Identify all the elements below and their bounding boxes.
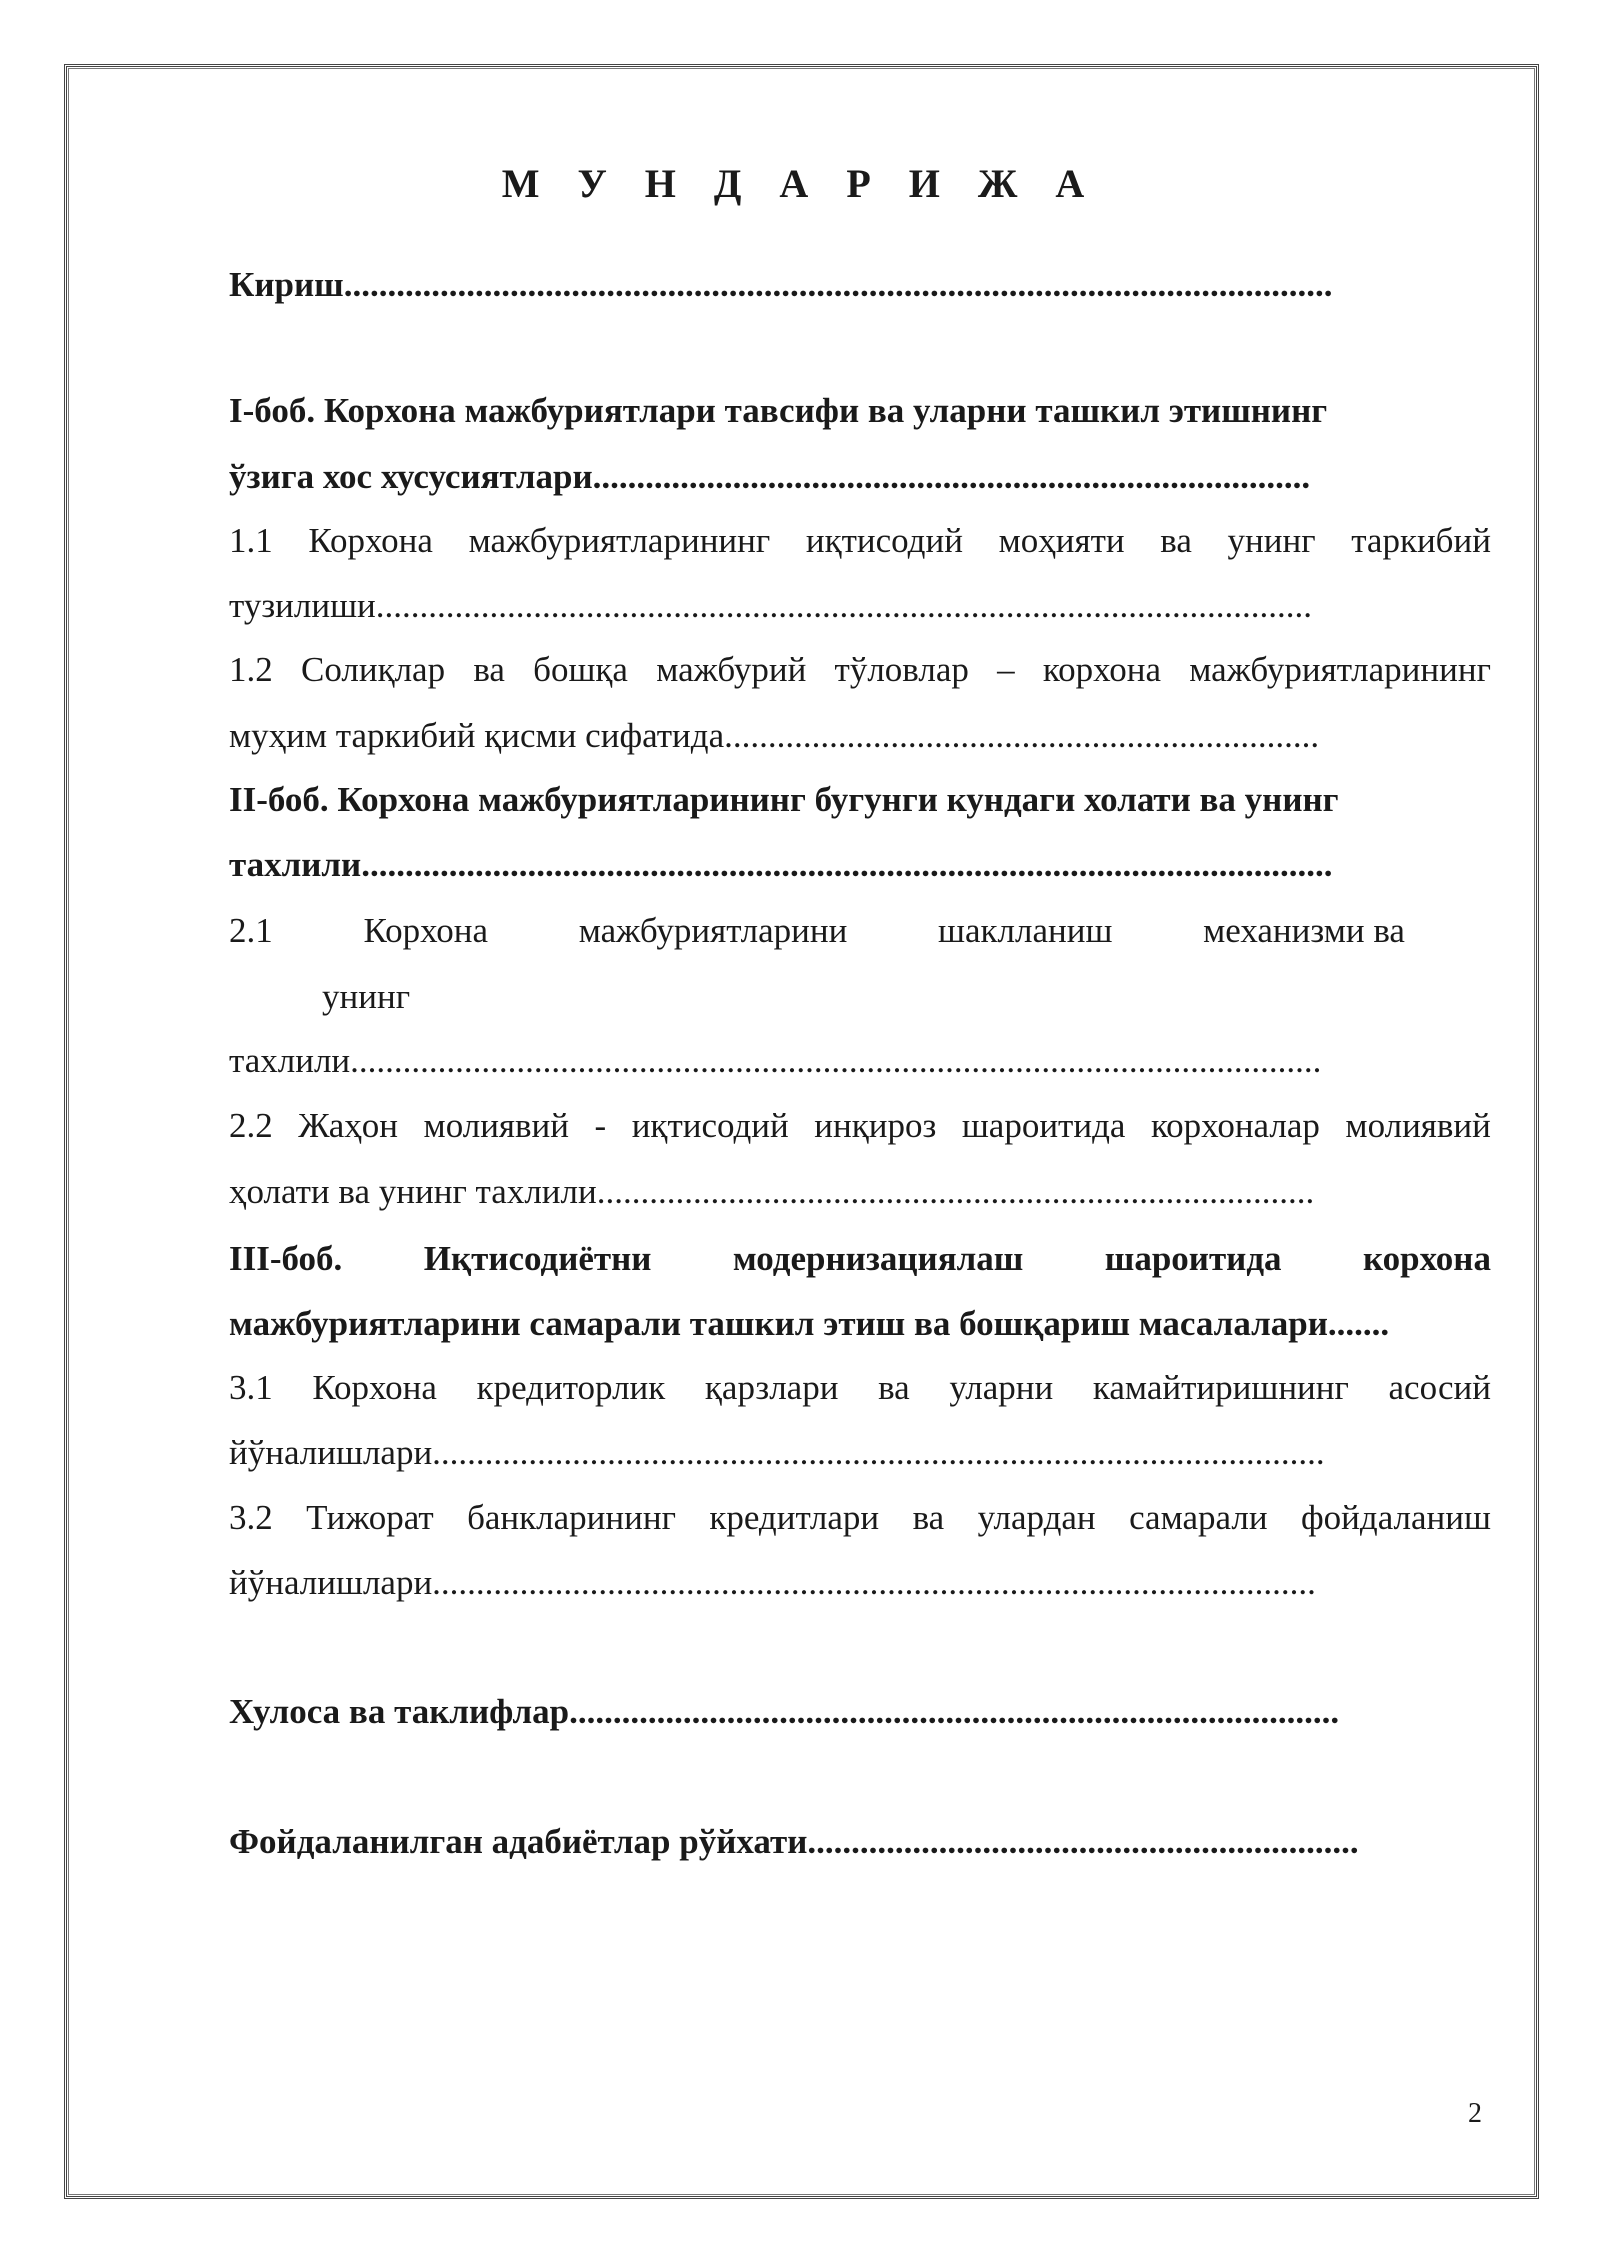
toc-word: ва: [473, 650, 505, 689]
toc-entry-2-2-cont[interactable]: ҳолати ва унинг тахлили..................................................................................: [229, 1172, 1315, 1211]
toc-entry-3-1[interactable]: [229, 1366, 1491, 1410]
toc-word: молиявий: [423, 1106, 570, 1145]
toc-word: Корхона: [312, 1368, 437, 1407]
toc-entry-2-1-cont[interactable]: унинг: [322, 977, 411, 1016]
document-title: М У Н Д А Р И Ж А: [501, 161, 1099, 206]
toc-entry-chapter-2-cont[interactable]: тахлили...............................................................................................................: [229, 845, 1333, 884]
toc-word: самарали: [1129, 1498, 1268, 1537]
toc-word: -: [594, 1106, 607, 1145]
toc-entry-conclusion[interactable]: Хулоса ва таклифлар........................................................................................: [229, 1692, 1340, 1731]
page-number: 2: [1468, 2098, 1482, 2129]
toc-word: 2.1: [229, 911, 273, 950]
toc-entry-chapter-3-cont[interactable]: мажбуриятларини самарали ташкил этиш ва бошқариш масалалари.......: [229, 1304, 1390, 1343]
toc-word: ва: [912, 1498, 945, 1537]
toc-entry-2-1[interactable]: [229, 909, 1405, 953]
toc-entry-3-2[interactable]: [229, 1496, 1491, 1540]
toc-word: моҳияти: [998, 521, 1125, 560]
toc-word: корхона: [1042, 650, 1162, 689]
toc-word: корхона: [1362, 1239, 1491, 1278]
toc-word: мажбуриятларининг: [1189, 650, 1491, 689]
toc-word: шароитида: [961, 1106, 1126, 1145]
toc-word: банкларининг: [467, 1498, 676, 1537]
toc-entry-2-1-cont-2[interactable]: тахлили...............................................................................................................: [229, 1041, 1322, 1080]
toc-word: мажбуриятларининг: [468, 521, 771, 560]
toc-word: шароитида: [1104, 1239, 1282, 1278]
toc-entry-1-1[interactable]: [229, 519, 1491, 563]
toc-word: асосий: [1388, 1368, 1491, 1407]
toc-word: Жаҳон: [298, 1106, 399, 1145]
toc-entry-references[interactable]: Фойдаланилган адабиётлар рўйхати...............................................................: [229, 1822, 1359, 1861]
toc-word: камайтиришнинг: [1092, 1368, 1349, 1407]
toc-word: таркибий: [1351, 521, 1491, 560]
toc-entry-3-1-cont[interactable]: йўналишлари......................................................................................................: [229, 1433, 1325, 1472]
toc-word: Тижорат: [306, 1498, 434, 1537]
toc-word: –: [997, 650, 1015, 689]
toc-word: Корхона: [363, 911, 489, 950]
toc-word: уларни: [949, 1368, 1054, 1407]
toc-word: 1.2: [229, 650, 273, 689]
toc-entry-chapter-1-cont[interactable]: ўзига хос хусусиятлари..................................................................................: [229, 457, 1311, 496]
toc-word: мажбурий: [656, 650, 807, 689]
toc-word: қарзлари: [704, 1368, 839, 1407]
toc-entry-chapter-2[interactable]: II-боб. Корхона мажбуриятларининг бугунги кундаги холати ва унинг: [229, 780, 1339, 819]
toc-entry-chapter-1[interactable]: I-боб. Корхона мажбуриятлари тавсифи ва уларни ташкил этишнинг: [229, 391, 1328, 430]
toc-word: фойдаланиш: [1301, 1498, 1491, 1537]
toc-entry-intro[interactable]: Кириш.................................................................................................................: [229, 265, 1333, 304]
toc-word: инқироз: [814, 1106, 937, 1145]
toc-word: Корхона: [308, 521, 433, 560]
toc-word: 1.1: [229, 521, 273, 560]
toc-word: иқтисодий: [805, 521, 963, 560]
toc-word: Солиқлар: [300, 650, 446, 689]
toc-word: кредитлари: [709, 1498, 880, 1537]
toc-word: ва: [878, 1368, 910, 1407]
toc-word: кредиторлик: [476, 1368, 666, 1407]
toc-word: молиявий: [1345, 1106, 1491, 1145]
toc-word: 2.2: [229, 1106, 273, 1145]
toc-word: модернизациялаш: [732, 1239, 1024, 1278]
toc-entry-2-2[interactable]: [229, 1104, 1491, 1148]
toc-word: иқтисодий: [631, 1106, 789, 1145]
toc-word: III-боб.: [229, 1239, 343, 1278]
toc-word: корхоналар: [1150, 1106, 1320, 1145]
toc-word: бошқа: [533, 650, 628, 689]
toc-word: ва: [1160, 521, 1192, 560]
toc-entry-1-2[interactable]: [229, 648, 1491, 692]
toc-entry-3-2-cont[interactable]: йўналишлари.....................................................................................................: [229, 1563, 1316, 1602]
toc-word: унинг: [1227, 521, 1316, 560]
toc-entry-1-2-cont[interactable]: муҳим таркибий қисми сифатида....................................................................: [229, 716, 1320, 755]
toc-entry-chapter-3[interactable]: [229, 1237, 1491, 1281]
toc-word: тўловлар: [834, 650, 969, 689]
toc-word: мажбуриятларини: [578, 911, 848, 950]
toc-word: шаклланиш: [938, 911, 1113, 950]
toc-word: 3.1: [229, 1368, 273, 1407]
toc-word: 3.2: [229, 1498, 273, 1537]
toc-entry-1-1-cont[interactable]: тузилиши...........................................................................................................: [229, 586, 1313, 625]
toc-word: Иқтисодиётни: [423, 1239, 652, 1278]
toc-word: механизми ва: [1203, 911, 1405, 950]
toc-word: улардан: [977, 1498, 1096, 1537]
